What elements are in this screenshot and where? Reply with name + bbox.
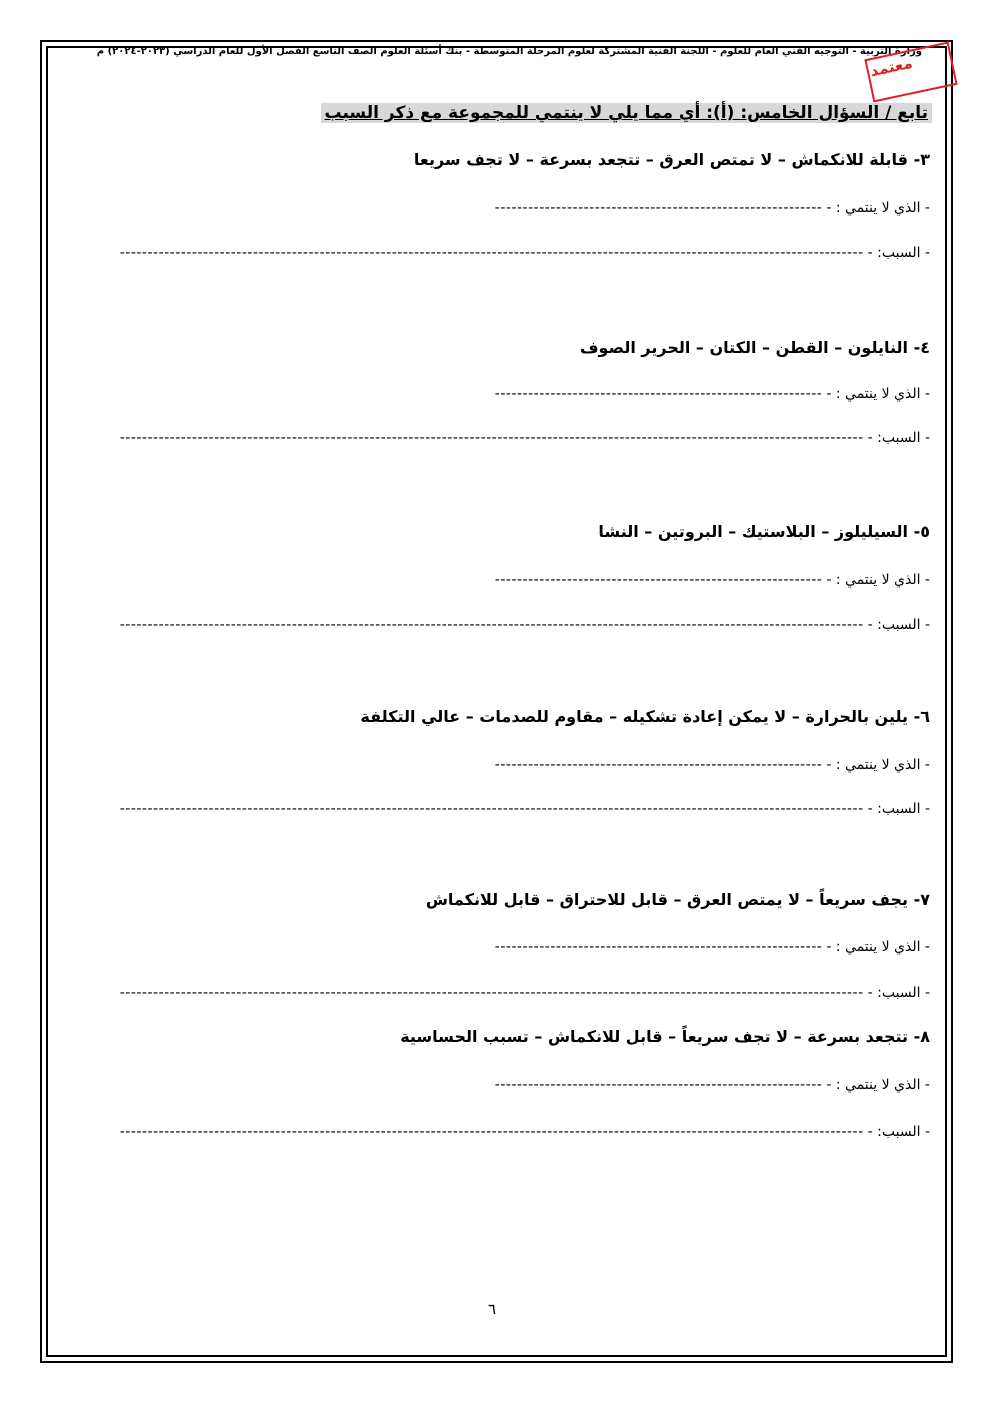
question-3: ٣- قابلة للانكماش – لا تمتص العرق – تتجعد بسرعة – لا تجف سريعا bbox=[413, 150, 930, 169]
answer-not-belong-4[interactable]: - الذي لا ينتمي : ------------------------------------------------------------ bbox=[494, 386, 930, 402]
answer-reason-7[interactable]: - السبب: --------------------------------------------------------------------------------------------------------------------------------------- bbox=[119, 985, 930, 1001]
answer-not-belong-6[interactable]: - الذي لا ينتمي : ------------------------------------------------------------ bbox=[494, 757, 930, 773]
answer-not-belong-3[interactable]: - الذي لا ينتمي : ------------------------------------------------------------ bbox=[494, 200, 930, 216]
question-8: ٨- تتجعد بسرعة – لا تجف سريعاً – قابل للانكماش – تسبب الحساسية bbox=[400, 1027, 930, 1046]
question-7: ٧- يجف سريعاً – لا يمتص العرق – قابل للاحتراق – قابل للانكماش bbox=[425, 890, 930, 909]
approval-stamp-text: معتمد bbox=[868, 53, 915, 81]
question-6: ٦- يلين بالحرارة – لا يمكن إعادة تشكيله – مقاوم للصدمات – عالي التكلفة bbox=[360, 707, 930, 726]
question-4: ٤- النايلون – القطن – الكتان – الحرير الصوف bbox=[579, 338, 930, 357]
answer-reason-5[interactable]: - السبب: --------------------------------------------------------------------------------------------------------------------------------------- bbox=[119, 617, 930, 633]
answer-reason-8[interactable]: - السبب: --------------------------------------------------------------------------------------------------------------------------------------- bbox=[119, 1124, 930, 1140]
answer-reason-3[interactable]: - السبب: --------------------------------------------------------------------------------------------------------------------------------------- bbox=[119, 245, 930, 261]
answer-not-belong-5[interactable]: - الذي لا ينتمي : ------------------------------------------------------------ bbox=[494, 572, 930, 588]
answer-not-belong-7[interactable]: - الذي لا ينتمي : ------------------------------------------------------------ bbox=[494, 939, 930, 955]
page-inner-border bbox=[46, 46, 947, 1357]
answer-reason-6[interactable]: - السبب: --------------------------------------------------------------------------------------------------------------------------------------- bbox=[119, 801, 930, 817]
answer-not-belong-8[interactable]: - الذي لا ينتمي : ------------------------------------------------------------ bbox=[494, 1077, 930, 1093]
section-title: تابع / السؤال الخامس: (أ): أي مما يلي لا ينتمي للمجموعة مع ذكر السبب bbox=[321, 103, 933, 123]
document-header: وزارة التربية - التوجيه الفني العام للعلوم - اللجنة الفنية المشتركة لعلوم المرحلة المتوسطة - بنك أسئلة العلوم الصف التاسع الفصل الأول للعام الدراسي (٢٠٢٣-٢٠٢٤) م bbox=[96, 46, 922, 57]
answer-reason-4[interactable]: - السبب: --------------------------------------------------------------------------------------------------------------------------------------- bbox=[119, 430, 930, 446]
question-5: ٥- السيليلوز – البلاستيك – البروتين – النشا bbox=[598, 522, 930, 541]
page-number: ٦ bbox=[488, 1300, 497, 1318]
